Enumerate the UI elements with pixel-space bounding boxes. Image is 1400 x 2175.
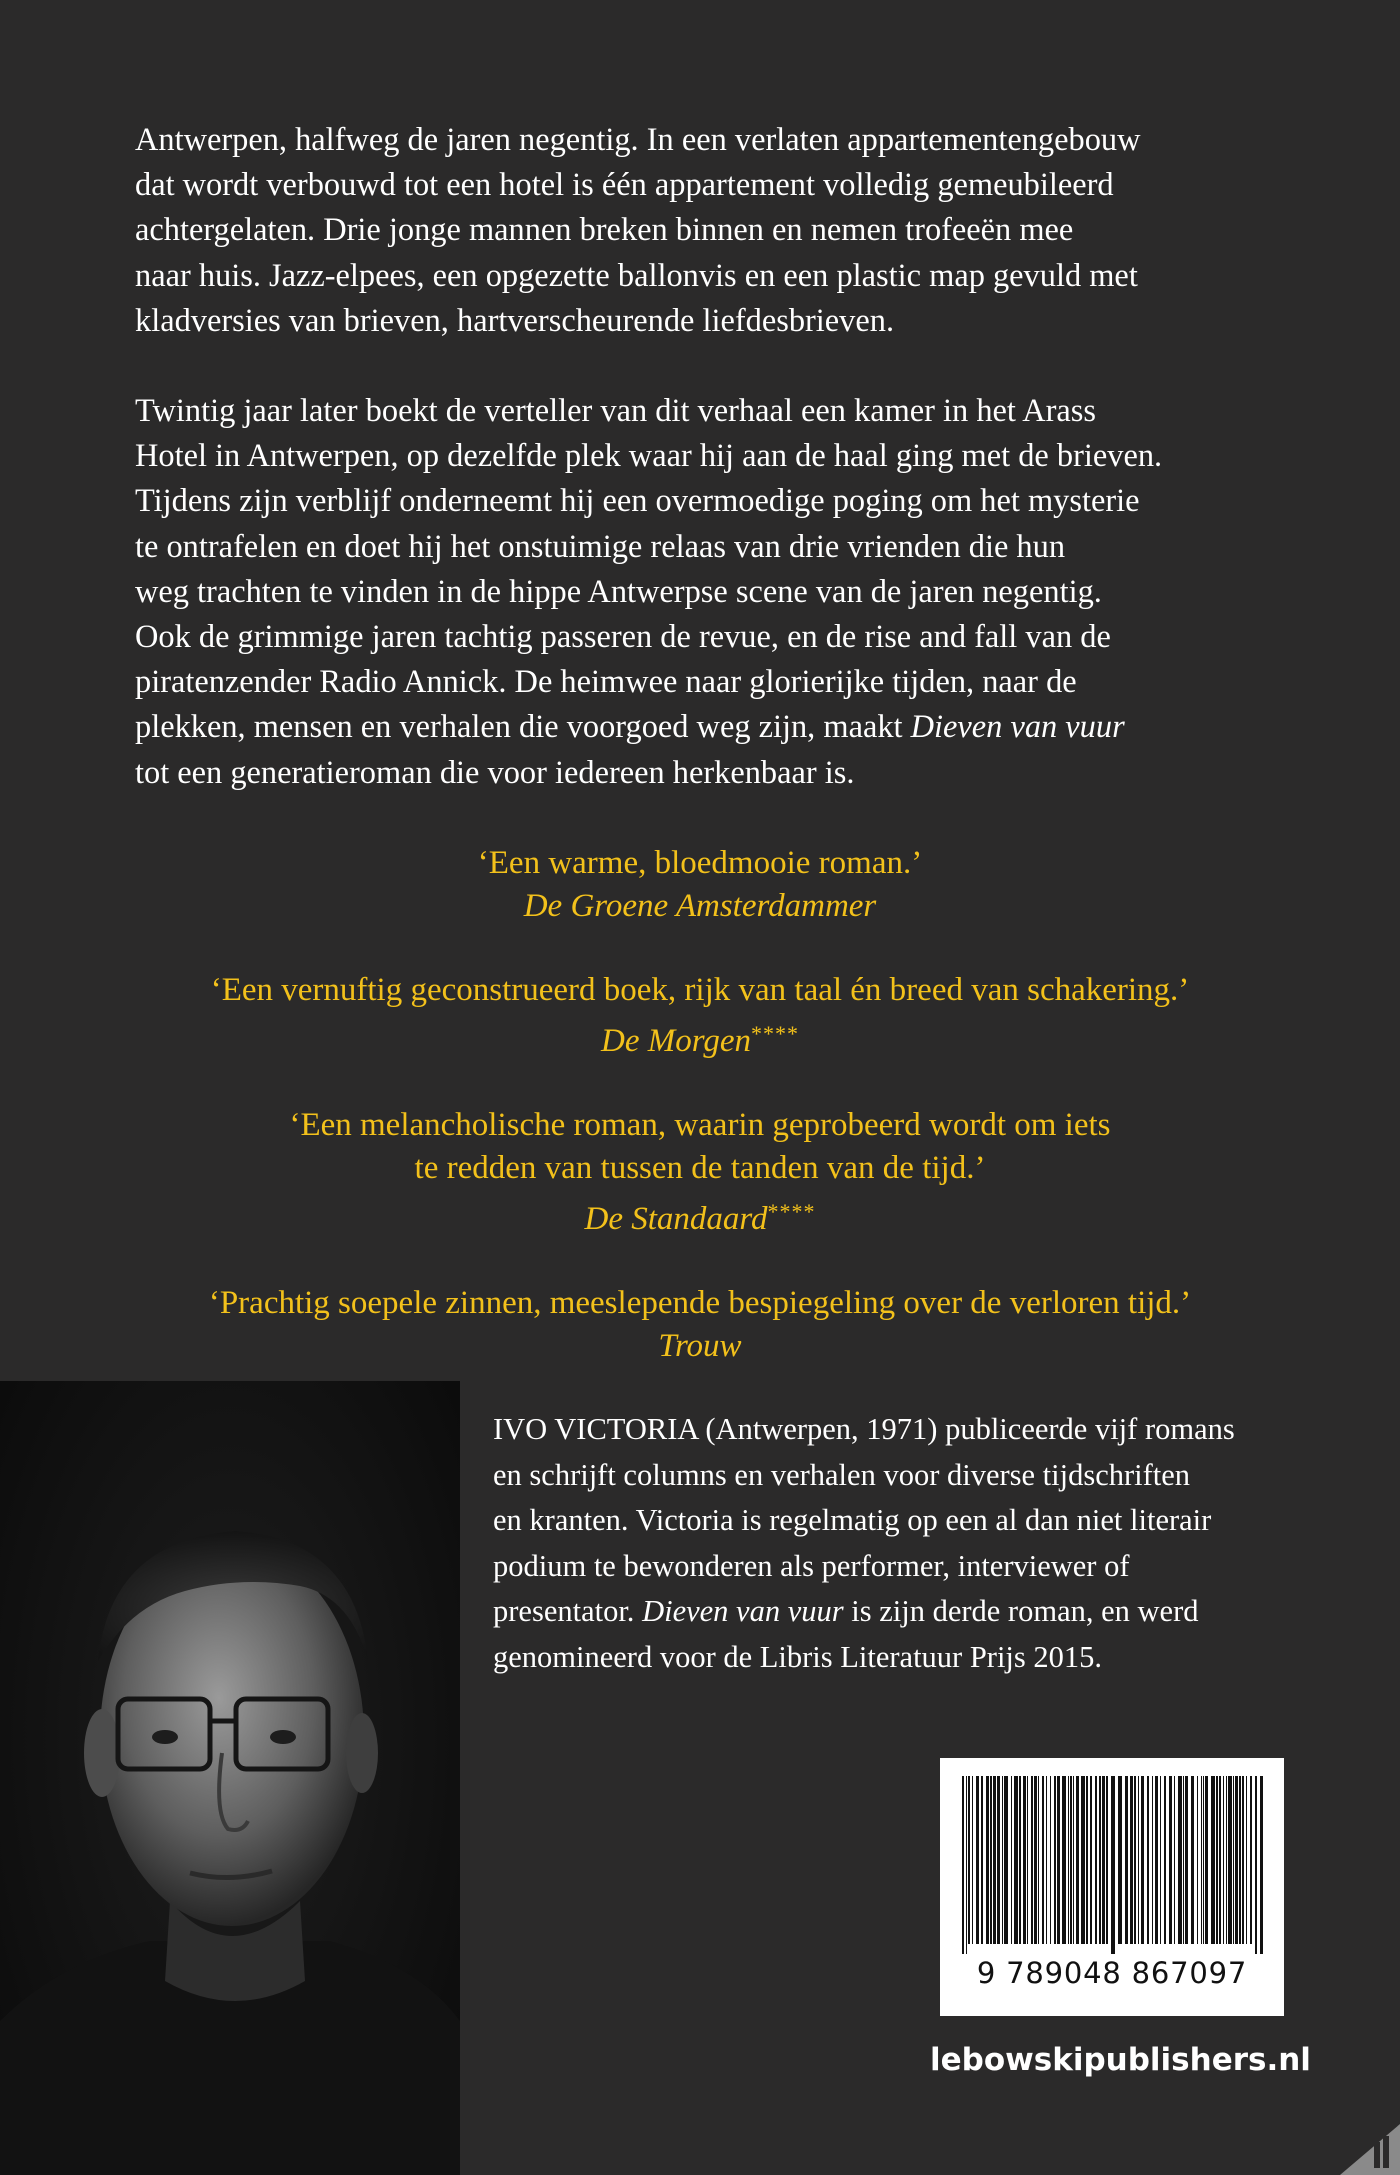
- review-quote: [0, 969, 1400, 1063]
- barcode-bar: [1219, 1776, 1221, 1944]
- blurb-line: tot een generatieroman die voor iedereen herkenbaar is.: [135, 754, 855, 791]
- barcode-bar: [1081, 1776, 1085, 1944]
- book-title-italic: Dieven van vuur: [642, 1594, 844, 1629]
- author-bio: [493, 1407, 1313, 1681]
- bio-line: IVO VICTORIA (Antwerpen, 1971) publiceerde vijf romans: [493, 1412, 1235, 1446]
- barcode-bar: [1034, 1776, 1037, 1944]
- quote-source-name: Trouw: [658, 1328, 742, 1364]
- barcode-bar: [1226, 1776, 1227, 1944]
- blurb-line: piratenzender Radio Annick. De heimwee naar glorierijke tijden, naar de: [135, 664, 1077, 701]
- barcode-bar: [1242, 1776, 1244, 1944]
- barcode-bar: [968, 1776, 970, 1944]
- barcode-bar: [1130, 1776, 1133, 1944]
- blurb-line: weg trachten te vinden in de hippe Antwerpse scene van de jaren negentig.: [135, 573, 1102, 610]
- barcode-bar: [1260, 1776, 1263, 1954]
- blurb-line: Twintig jaar later boekt de verteller van dit verhaal een kamer in het Arass: [135, 393, 1096, 430]
- blurb-line: achtergelaten. Drie jonge mannen breken binnen en nemen trofeeën mee: [135, 212, 1074, 249]
- barcode-bar: [1205, 1776, 1208, 1944]
- barcode-bar: [1211, 1776, 1215, 1944]
- barcode-bar: [1250, 1776, 1252, 1944]
- barcode-bar: [1223, 1776, 1224, 1944]
- quote-source: [0, 885, 1400, 928]
- barcode-bar: [1062, 1776, 1066, 1944]
- barcode-bar: [1174, 1776, 1175, 1944]
- barcode-bar: [1054, 1776, 1056, 1944]
- bio-line-text: is zijn derde roman, en werd: [843, 1594, 1199, 1629]
- review-quote: [0, 1282, 1400, 1368]
- quote-text: ‘Prachtig soepele zinnen, meeslepende bespiegeling over de verloren tijd.’: [208, 1285, 1192, 1321]
- barcode-bar: [1201, 1776, 1202, 1944]
- barcode-bar: [1042, 1776, 1044, 1944]
- barcode-bar: [966, 1776, 967, 1954]
- barcode-bar: [1134, 1776, 1136, 1944]
- barcode-bar: [1197, 1776, 1198, 1944]
- barcode-bar: [1031, 1776, 1033, 1944]
- barcode-bar: [1046, 1776, 1047, 1944]
- author-photo: [0, 1381, 460, 2175]
- blurb-line: naar huis. Jazz-elpees, een opgezette ballonvis en een plastic map gevuld met: [135, 257, 1138, 294]
- barcode-bar: [1155, 1776, 1158, 1944]
- blurb-paragraph: [135, 118, 1275, 344]
- author-portrait-illustration: [0, 1381, 460, 2175]
- bio-line: podium te bewonderen als performer, interviewer of: [493, 1548, 1130, 1583]
- barcode-bar: [981, 1776, 983, 1944]
- barcode-bar: [1228, 1776, 1232, 1944]
- barcode-bar: [990, 1776, 992, 1944]
- rating-stars: ****: [750, 1021, 799, 1046]
- barcode-bar: [997, 1776, 1000, 1944]
- barcode-bar: [1070, 1776, 1072, 1944]
- barcode-bar: [1125, 1776, 1128, 1944]
- barcode-bar: [1090, 1776, 1092, 1944]
- blurb-line-text: plekken, mensen en verhalen die voorgoed weg zijn, maakt: [135, 709, 911, 746]
- quote-text: te redden van tussen de tanden van de tijd.’: [414, 1150, 986, 1186]
- barcode-bar: [1160, 1776, 1161, 1944]
- barcode-bar: [1203, 1776, 1204, 1944]
- isbn-barcode: [940, 1758, 1284, 2016]
- barcode-bars: [940, 1758, 1284, 1958]
- blurb-line: Ook de grimmige jaren tachtig passeren de revue, en de rise and fall van de: [135, 619, 1111, 656]
- barcode-bar: [1086, 1776, 1088, 1944]
- barcode-bar: [1076, 1776, 1079, 1944]
- barcode-bar: [1111, 1776, 1115, 1954]
- barcode-bar: [1147, 1776, 1149, 1944]
- quote-source-name: De Standaard: [584, 1201, 768, 1237]
- barcode-bar: [1185, 1776, 1188, 1944]
- barcode-bar: [1099, 1776, 1101, 1944]
- barcode-bar: [972, 1776, 973, 1944]
- barcode-bar: [1102, 1776, 1105, 1944]
- publisher-logo-icon: [1340, 2124, 1400, 2175]
- bio-line-text: presentator.: [493, 1594, 643, 1629]
- review-quote: [0, 842, 1400, 928]
- barcode-bar: [962, 1776, 964, 1954]
- barcode-bar: [1027, 1776, 1028, 1944]
- barcode-bar: [1073, 1776, 1074, 1944]
- barcode-bar: [1023, 1776, 1026, 1944]
- barcode-bar: [1068, 1776, 1069, 1944]
- barcode-bar: [1118, 1776, 1122, 1944]
- barcode-bar: [1141, 1776, 1144, 1944]
- barcode-bar: [1014, 1776, 1018, 1944]
- barcode-bar: [1183, 1776, 1184, 1944]
- barcode-bar: [1255, 1776, 1257, 1954]
- barcode-bar: [1152, 1776, 1153, 1944]
- barcode-bar: [1004, 1776, 1008, 1944]
- barcode-bar: [1095, 1776, 1097, 1944]
- blurb-paragraph: [135, 389, 1275, 796]
- blurb-line: te ontrafelen en doet hij het onstuimige relaas van drie vrienden die hun: [135, 528, 1066, 565]
- isbn-number: 9 789048 867097: [976, 1956, 1248, 1990]
- quote-text: ‘Een melancholische roman, waarin geprobeerd wordt om iets: [289, 1107, 1111, 1143]
- bio-line: en schrijft columns en verhalen voor diverse tijdschriften: [493, 1457, 1191, 1492]
- barcode-bar: [1011, 1776, 1012, 1944]
- bio-line: [493, 1589, 1313, 1635]
- barcode-bar: [976, 1776, 979, 1944]
- barcode-bar: [1164, 1776, 1166, 1944]
- barcode-bar: [1239, 1776, 1241, 1944]
- barcode-bar: [1233, 1776, 1234, 1944]
- bio-line: en kranten. Victoria is regelmatig op een al dan niet literair: [493, 1503, 1212, 1538]
- book-title-italic: Dieven van vuur: [910, 709, 1125, 746]
- quote-source: [0, 1012, 1400, 1063]
- bio-line: genomineerd voor de Libris Literatuur Prijs 2015.: [493, 1639, 1103, 1674]
- barcode-bar: [1216, 1776, 1218, 1944]
- blurb-line: Antwerpen, halfweg de jaren negentig. In een verlaten appartementengebouw: [135, 122, 1141, 158]
- barcode-bar: [986, 1776, 989, 1944]
- barcode-bar: [1002, 1776, 1003, 1944]
- blurb: [135, 118, 1275, 796]
- blurb-line: kladversies van brieven, hartverscheurende liefdesbrieven.: [135, 302, 895, 339]
- quote-source-name: De Groene Amsterdammer: [523, 888, 877, 924]
- quote-source: [0, 1190, 1400, 1241]
- barcode-bar: [1246, 1776, 1247, 1944]
- review-quotes: [0, 842, 1400, 1409]
- barcode-bar: [1038, 1776, 1039, 1944]
- barcode-bar: [1106, 1776, 1108, 1944]
- quote-text: ‘Een warme, bloedmooie roman.’: [477, 845, 923, 881]
- blurb-line: [135, 705, 1275, 750]
- blurb-line: Tijdens zijn verblijf onderneemt hij een overmoedige poging om het mysterie: [135, 483, 1140, 520]
- barcode-bar: [1178, 1776, 1182, 1944]
- blurb-line: dat wordt verbouwd tot een hotel is één appartement volledig gemeubileerd: [135, 167, 1114, 204]
- barcode-bar: [993, 1776, 996, 1944]
- quote-source: [0, 1325, 1400, 1368]
- quote-source-name: De Morgen: [601, 1023, 751, 1059]
- barcode-bar: [1050, 1776, 1051, 1944]
- barcode-bar: [1169, 1776, 1172, 1944]
- barcode-bar: [1057, 1776, 1060, 1944]
- publisher-website: lebowskipublishers.nl: [930, 2042, 1311, 2078]
- rating-stars: ****: [767, 1199, 816, 1224]
- blurb-line: Hotel in Antwerpen, op dezelfde plek waar hij aan de haal ging met de brieven.: [135, 438, 1163, 475]
- quote-text: ‘Een vernuftig geconstrueerd boek, rijk van taal én breed van schakering.’: [210, 972, 1190, 1008]
- barcode-bar: [1019, 1776, 1021, 1944]
- barcode-bar: [1191, 1776, 1194, 1944]
- barcode-bar: [1138, 1776, 1139, 1944]
- barcode-bar: [1235, 1776, 1238, 1944]
- review-quote: [0, 1104, 1400, 1241]
